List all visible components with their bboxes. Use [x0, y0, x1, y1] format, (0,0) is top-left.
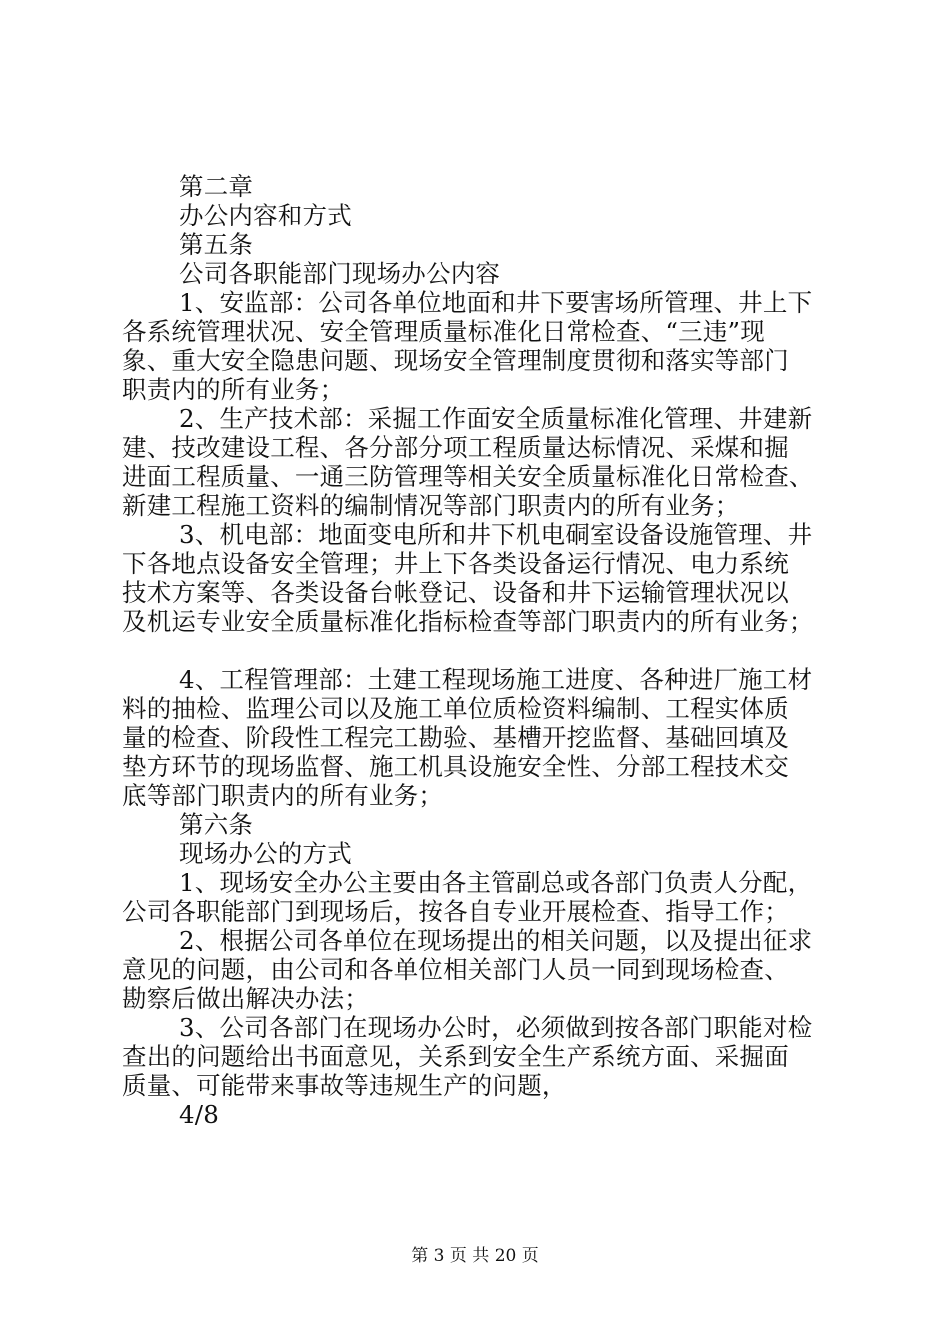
paragraph-line: 2、生产技术部：采掘工作面安全质量标准化管理、井建新 [179, 404, 813, 433]
paragraph-line: 垫方环节的现场监督、施工机具设施安全性、分部工程技术交 [122, 752, 789, 781]
paragraph-line: 2、根据公司各单位在现场提出的相关问题，以及提出征求 [179, 926, 813, 955]
article-5-title: 公司各职能部门现场办公内容 [179, 259, 501, 288]
paragraph-line: 查出的问题给出书面意见，关系到安全生产系统方面、采掘面 [122, 1042, 789, 1071]
paragraph-line: 1、安监部：公司各单位地面和井下要害场所管理、井上下 [179, 288, 813, 317]
chapter-heading: 第二章 [179, 172, 254, 201]
paragraph-line: 各系统管理状况、安全管理质量标准化日常检查、“三违”现 [122, 317, 765, 346]
paragraph-line: 1、现场安全办公主要由各主管副总或各部门负责人分配， [179, 868, 813, 897]
item-4-paragraph [122, 665, 832, 810]
way-3-paragraph [122, 1013, 832, 1100]
paragraph-line: 公司各职能部门到现场后，按各自专业开展检查、指导工作； [122, 897, 789, 926]
paragraph-line: 4、工程管理部：土建工程现场施工进度、各种进厂施工材 [179, 665, 813, 694]
paragraph-line: 意见的问题，由公司和各单位相关部门人员一同到现场检查、 [122, 955, 789, 984]
paragraph-line: 3、公司各部门在现场办公时，必须做到按各部门职能对检 [179, 1013, 813, 1042]
item-3-paragraph [122, 520, 832, 636]
paragraph-line: 技术方案等、各类设备台帐登记、设备和井下运输管理状况以 [122, 578, 789, 607]
inner-page-marker: 4/8 [179, 1100, 220, 1129]
paragraph-line: 底等部门职责内的所有业务； [122, 781, 444, 810]
document-body [122, 172, 832, 1129]
paragraph-line: 职责内的所有业务； [122, 375, 345, 404]
chapter-title: 办公内容和方式 [179, 201, 352, 230]
paragraph-line: 勘察后做出解决办法； [122, 984, 369, 1013]
paragraph-line: 及机运专业安全质量标准化指标检查等部门职责内的所有业务； [122, 607, 814, 636]
item-1-paragraph [122, 288, 832, 404]
paragraph-line: 新建工程施工资料的编制情况等部门职责内的所有业务； [122, 491, 740, 520]
way-2-paragraph [122, 926, 832, 1013]
paragraph-line: 下各地点设备安全管理；井上下各类设备运行情况、电力系统 [122, 549, 789, 578]
way-1-paragraph [122, 868, 832, 926]
paragraph-line: 进面工程质量、一通三防管理等相关安全质量标准化日常检查、 [122, 462, 814, 491]
blank-line [122, 636, 832, 665]
item-2-paragraph [122, 404, 832, 520]
article-6-label: 第六条 [179, 810, 254, 839]
article-5-label: 第五条 [179, 230, 254, 259]
paragraph-line: 质量、可能带来事故等违规生产的问题， [122, 1071, 567, 1100]
article-6-title: 现场办公的方式 [179, 839, 352, 868]
paragraph-line: 象、重大安全隐患问题、现场安全管理制度贯彻和落实等部门 [122, 346, 789, 375]
paragraph-line: 料的抽检、监理公司以及施工单位质检资料编制、工程实体质 [122, 694, 789, 723]
page-number: 第 3 页 共 20 页 [411, 1246, 539, 1266]
paragraph-line: 建、技改建设工程、各分部分项工程质量达标情况、采煤和掘 [122, 433, 789, 462]
paragraph-line: 3、机电部：地面变电所和井下机电硐室设备设施管理、井 [179, 520, 813, 549]
paragraph-line: 量的检查、阶段性工程完工勘验、基槽开挖监督、基础回填及 [122, 723, 789, 752]
